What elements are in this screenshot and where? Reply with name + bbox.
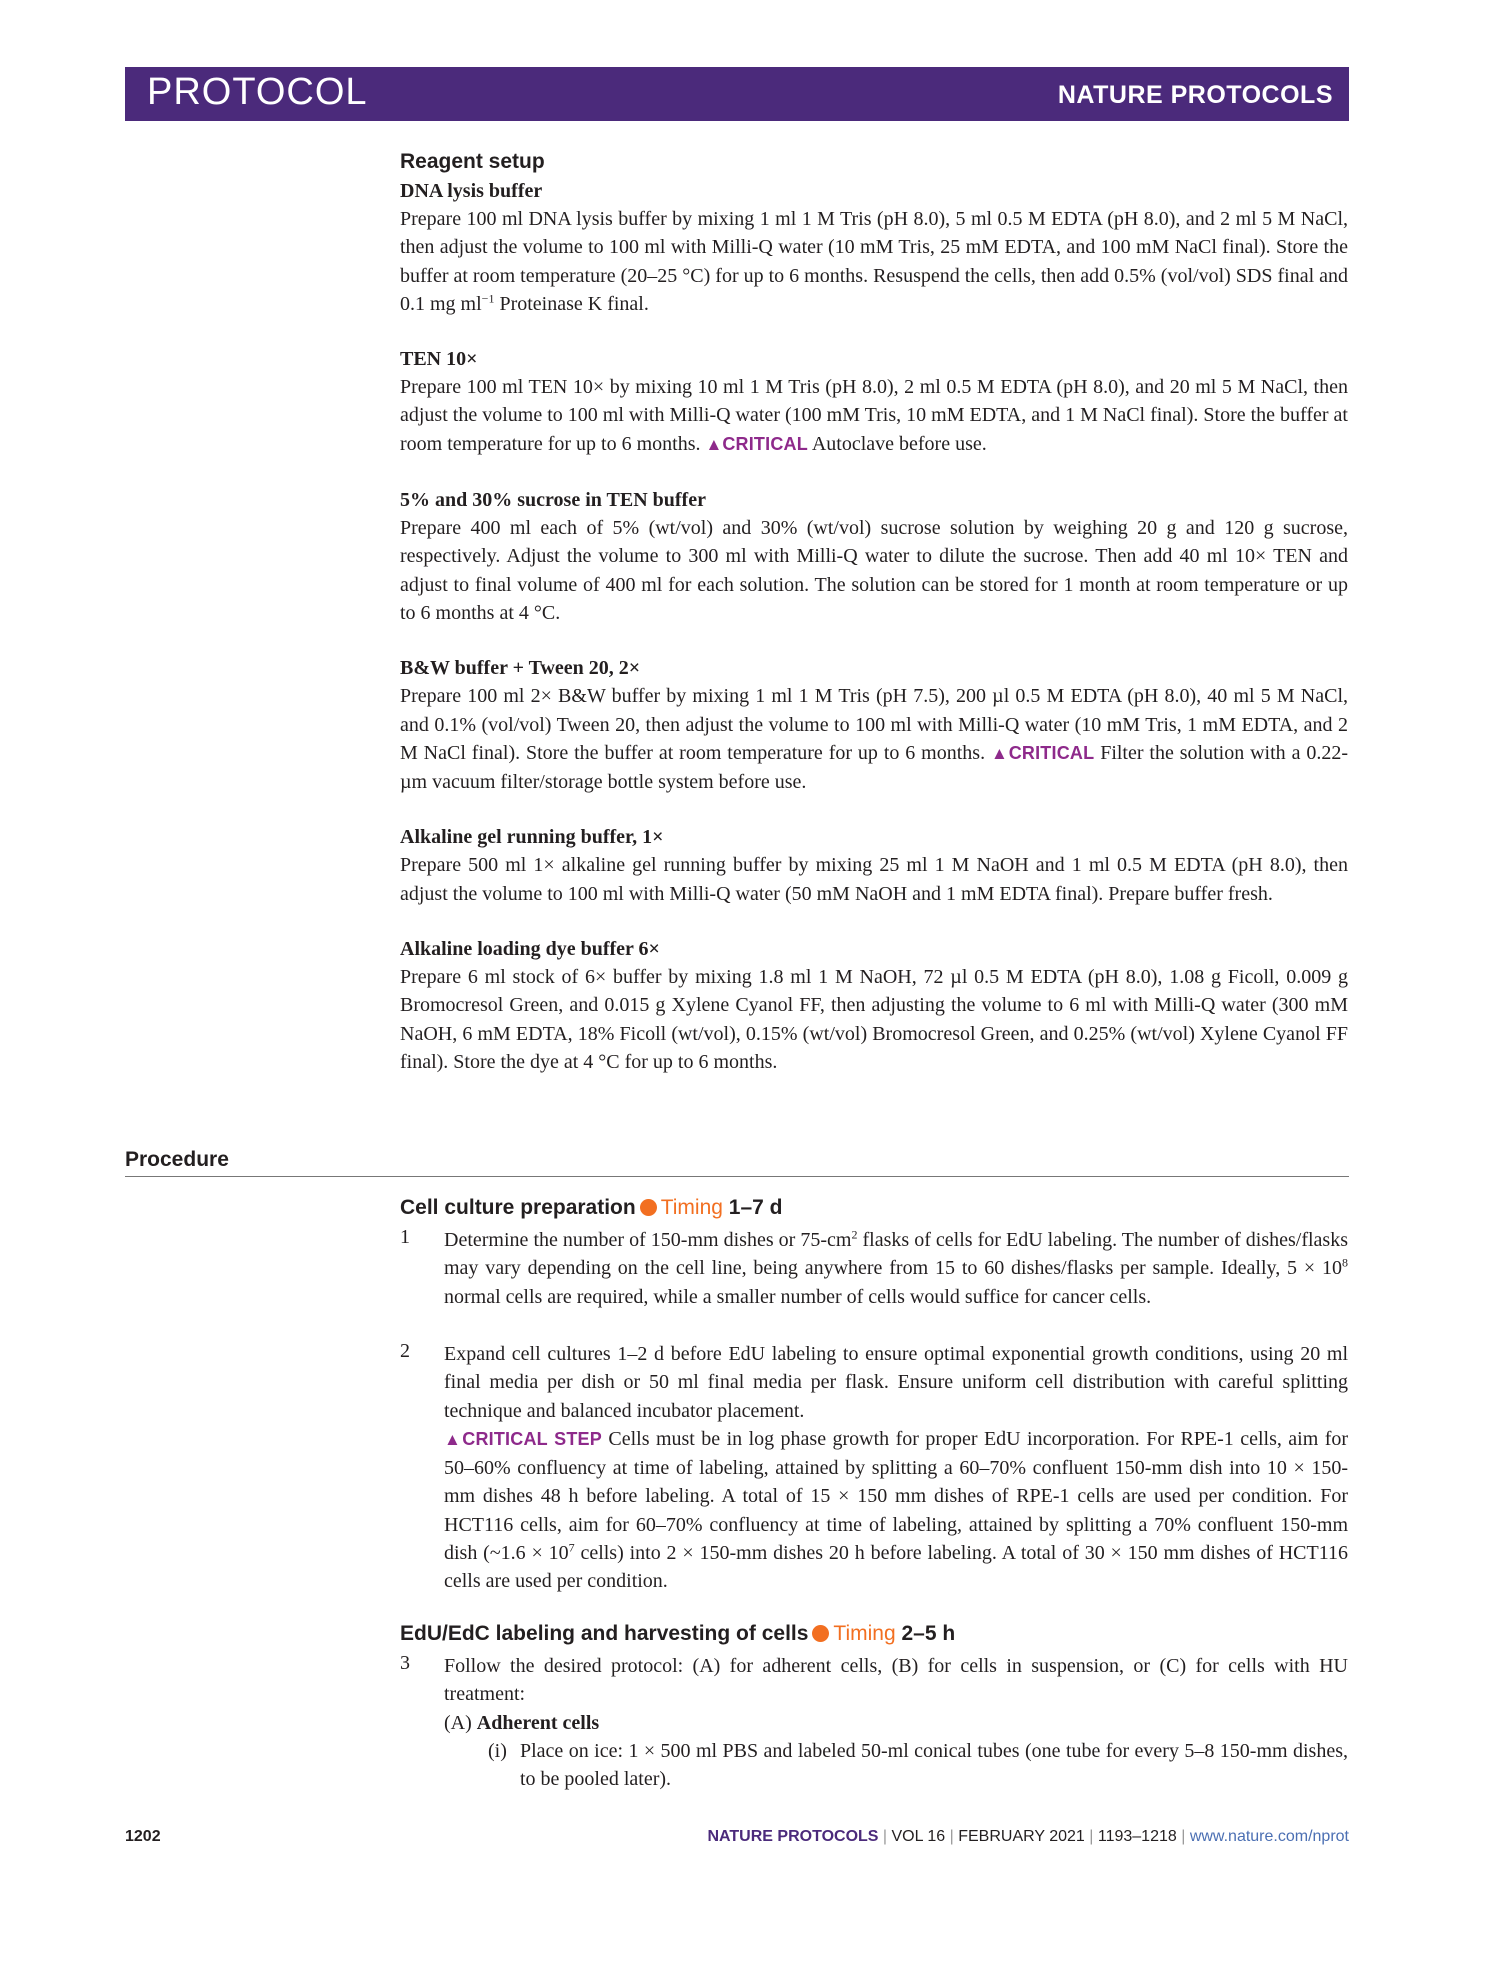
page-number: 1202 xyxy=(125,1828,161,1845)
step-3-item-i: (i) Place on ice: 1 × 500 ml PBS and labeled 50-ml conical tubes (one tube for every 5–8 150-mm dishes, to be pooled later). xyxy=(488,1739,1348,1791)
edu-labeling-section xyxy=(400,1622,1348,1646)
alkaline-dye-text: Prepare 6 ml stock of 6× buffer by mixing 1.8 ml 1 M NaOH, 72 µl 0.5 M EDTA (pH 8.0), 1.08 g Ficoll, 0.009 g Bromocresol Green, and 0.015 g Xylene Cyanol FF, then adjusting the volume to 6 ml with Milli-Q water (300 mM NaOH, 6 mM EDTA, 18% Ficoll (wt/vol), 0.15% (wt/vol) Bromocresol Green, and 0.25% (wt/vol) Xylene Cyanol FF final). Store the dye at 4 °C for up to 6 months. xyxy=(400,966,1348,1073)
footer-citation: NATURE PROTOCOLS | VOL 16 | FEBRUARY 2021 | 1193–1218 | www.nature.com/nprot xyxy=(707,1828,1349,1845)
timing-dot-icon xyxy=(812,1625,829,1642)
procedure-divider xyxy=(125,1176,1349,1177)
bw-buffer-heading: B&W buffer + Tween 20, 2× xyxy=(400,657,641,680)
step-number: 2 xyxy=(400,1340,410,1362)
timing-dot-icon xyxy=(640,1199,657,1216)
procedure-label: Procedure xyxy=(125,1148,229,1171)
step-3-text: Follow the desired protocol: (A) for adherent cells, (B) for cells in suspension, or (C) for cells with HU treatment: xyxy=(444,1655,1348,1706)
cell-culture-title: Cell culture preparation Timing 1–7 d xyxy=(400,1196,783,1219)
step-2-text: Expand cell cultures 1–2 d before EdU labeling to ensure optimal exponential growth conditions, using 20 ml final media per dish or 50 ml final media per flask. Ensure uniform cell distribution with careful splitting technique and balanced incubator placement. xyxy=(444,1343,1348,1422)
step-3 xyxy=(400,1652,1348,1802)
critical-step-label: CRITICAL STEP xyxy=(462,1428,602,1449)
step-2-critical-text: ▲CRITICAL STEP Cells must be in log phase growth for proper EdU incorporation. For RPE-1 cells, aim for 50–60% confluency at time of labeling, attained by splitting a 60–70% confluent 150-mm dish into 10 × 150-mm dishes 48 h before labeling. A total of 15 × 150 mm dishes of RPE-1 cells are used per condition. For HCT116 cells, aim for 60–70% confluency at time of labeling, attained by splitting a 70% confluent 150-mm dish (~1.6 × $10^7$ cells) into 2 × 150-mm dishes 20 h before labeling. A total of 30 × 150 mm dishes of HCT116 cells are used per condition. xyxy=(444,1427,1349,1593)
critical-label: CRITICAL xyxy=(1008,742,1095,763)
reagent-setup-title: Reagent setup xyxy=(400,150,545,173)
critical-triangle-icon: ▲ xyxy=(444,1429,463,1449)
step-3-subsection-a: (A) Adherent cells xyxy=(444,1711,600,1734)
critical-triangle-icon: ▲ xyxy=(990,743,1009,763)
edu-labeling-title: EdU/EdC labeling and harvesting of cells Timing 2–5 h xyxy=(400,1622,956,1645)
page-header-bar xyxy=(125,67,1349,121)
alkaline-gel-heading: Alkaline gel running buffer, 1× xyxy=(400,826,664,849)
step-number: 3 xyxy=(400,1652,410,1674)
step-1-text: Determine the number of 150-mm dishes or $75-cm^2$ flasks of cells for EdU labeling. The number of dishes/flasks may vary depending on the cell line, being anywhere from 15 to 60 dishes/flasks per sample. Ideally, $5 \times 10^8$ normal cells are required, while a smaller number of cells would suffice for cancer cells. xyxy=(444,1227,1348,1308)
step-number: 1 xyxy=(400,1226,410,1248)
dna-lysis-text: Prepare 100 ml DNA lysis buffer by mixing 1 ml 1 M Tris (pH 8.0), 5 ml 0.5 M EDTA (pH 8.0), and 2 ml 5 M NaCl, then adjust the volume to 100 ml with Milli-Q water (10 mM Tris, 25 mM EDTA, and 100 mM NaCl final). Store the buffer at room temperature (20–25 °C) for up to 6 months. Resuspend the cells, then add 0.5% (vol/vol) SDS final and 0.1 mg $ml^{-1}$ Proteinase K final. xyxy=(400,208,1348,315)
critical-label: CRITICAL xyxy=(722,433,808,454)
header-section-label: PROTOCOL xyxy=(147,71,368,113)
cell-culture-section xyxy=(400,1196,1348,1220)
step-2 xyxy=(400,1340,1348,1600)
journal-url-link[interactable]: www.nature.com/nprot xyxy=(1189,1828,1349,1845)
ten-text: Prepare 100 ml TEN 10× by mixing 10 ml 1 M Tris (pH 8.0), 2 ml 0.5 M EDTA (pH 8.0), and 20 ml 5 M NaCl, then adjust the volume to 100 ml with Milli-Q water (100 mM Tris, 10 mM EDTA, and 1 M NaCl final). Store the buffer at room temperature for up to 6 months. ▲CRITICAL Autoclave before use. xyxy=(400,376,1348,455)
dna-lysis-heading: DNA lysis buffer xyxy=(400,180,543,202)
alkaline-dye-heading: Alkaline loading dye buffer 6× xyxy=(400,938,660,961)
sucrose-text: Prepare 400 ml each of 5% (wt/vol) and 30% (wt/vol) sucrose solution by weighing 20 g and 120 g sucrose, respectively. Adjust the volume to 300 ml with Milli-Q water to dilute the sucrose. Then add 40 ml 10× TEN and adjust to final volume of 400 ml for each solution. The solution can be stored for 1 month at room temperature or up to 6 months at 4 °C. xyxy=(400,517,1348,624)
step-1 xyxy=(400,1226,1348,1346)
alkaline-gel-text: Prepare 500 ml 1× alkaline gel running buffer by mixing 25 ml 1 M NaOH and 1 ml 0.5 M EDTA (pH 8.0), then adjust the volume to 100 ml with Milli-Q water (50 mM NaOH and 1 mM EDTA final). Prepare buffer fresh. xyxy=(400,854,1348,905)
reagent-setup-section xyxy=(400,150,1348,1076)
sucrose-heading: 5% and 30% sucrose in TEN buffer xyxy=(400,489,706,512)
header-journal-name: NATURE PROTOCOLS xyxy=(1057,81,1333,109)
critical-triangle-icon: ▲ xyxy=(705,434,723,454)
ten-heading: TEN 10× xyxy=(400,348,478,371)
bw-buffer-text: Prepare 100 ml 2× B&W buffer by mixing 1 ml 1 M Tris (pH 7.5), 200 µl 0.5 M EDTA (pH 8.0), 40 ml 5 M NaCl, and 0.1% (vol/vol) Tween 20, then adjust the volume to 100 ml with Milli-Q water (10 mM Tris, 1 mM EDTA, and 2 M NaCl final). Store the buffer at room temperature for up to 6 months. ▲CRITICAL Filter the solution with a 0.22-µm vacuum filter/storage bottle system before use. xyxy=(400,685,1349,794)
